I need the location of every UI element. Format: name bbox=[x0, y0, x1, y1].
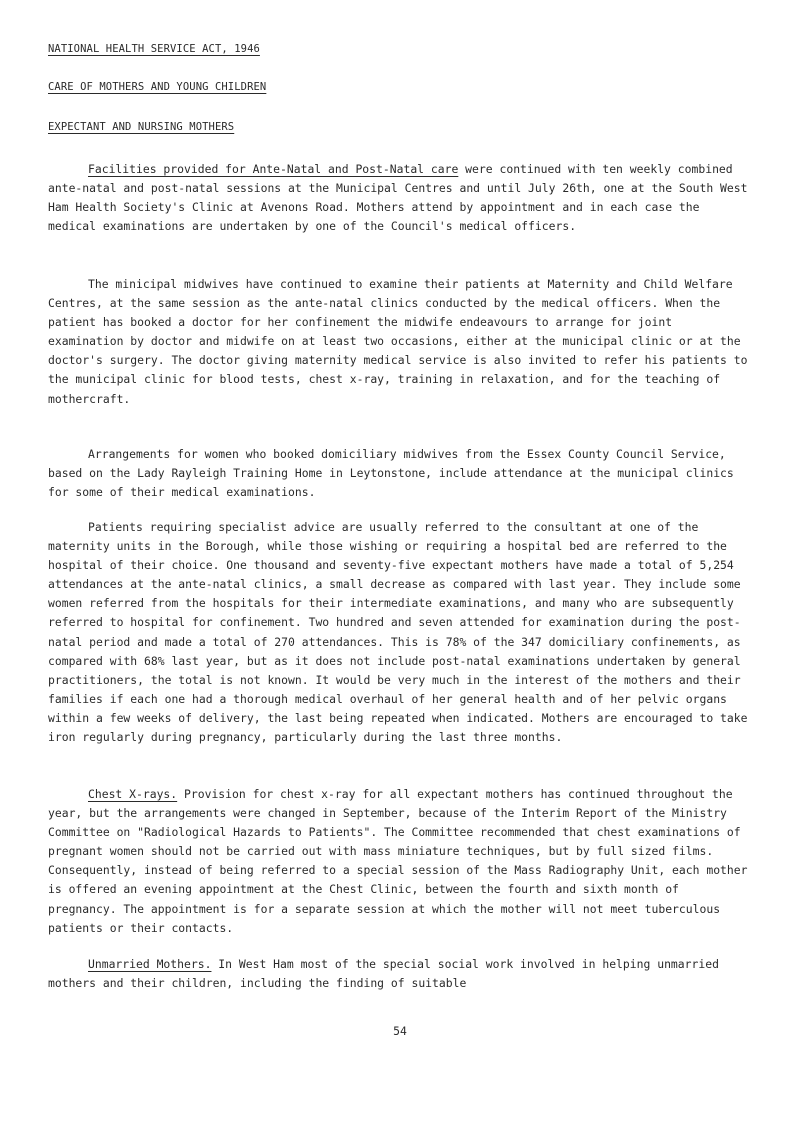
specialist-paragraph bbox=[48, 518, 748, 747]
unmarried-lead: Unmarried Mothers. bbox=[88, 957, 212, 971]
chest-lead: Chest X-rays. bbox=[88, 787, 178, 801]
arrangements-text: Arrangements for women who booked domiciliary midwives from the Essex County Council Service, based on the Lady Rayleigh Training Home in Leytonstone, include attendance at the municipal clinics for some of their medical examinations. bbox=[48, 447, 734, 500]
unmarried-text: In West Ham most of the special social work involved in helping unmarried mothers and their children, including the finding of suitable bbox=[48, 957, 719, 991]
arrangements-paragraph bbox=[48, 445, 748, 502]
facilities-paragraph bbox=[48, 160, 748, 236]
care-heading: CARE OF MOTHERS AND YOUNG CHILDREN bbox=[48, 81, 267, 93]
page-number: 54 bbox=[393, 1024, 407, 1038]
chest-paragraph bbox=[48, 785, 748, 938]
specialist-text: Patients requiring specialist advice are usually referred to the consultant at one of the maternity units in the Borough, while those wishing or requiring a hospital bed are referred to the hospital of their choice. One thousand and seventy-five expectant mothers have made a total of 5,254 attendances at the ante-natal clinics, a small decrease as compared with last year. They include some women referred from the hospitals for their intermediate examinations, and many who are subsequently referred to hospital for confinement. Two hundred and seven attended for examination during the post-natal period and made a total of 270 attendances. This is 78% of the 347 domiciliary confinements, as compared with 68% last year, but as it does not include post-natal examinations undertaken by general practitioners, the total is not known. It would be very much in the interest of the mothers and their families if each one had a thorough medical overhaul of her general health and of her pelvic organs within a few weeks of delivery, the last being repeated when indicated. Mothers are encouraged to take iron regularly during pregnancy, particularly during the last three months. bbox=[48, 520, 748, 745]
facilities-lead: Facilities provided for Ante-Natal and Post-Natal care bbox=[88, 162, 459, 176]
expectant-heading: EXPECTANT AND NURSING MOTHERS bbox=[48, 121, 235, 133]
unmarried-paragraph bbox=[48, 955, 748, 993]
act-heading: NATIONAL HEALTH SERVICE ACT, 1946 bbox=[48, 43, 260, 55]
midwives-text: The minicipal midwives have continued to examine their patients at Maternity and Child Welfare Centres, at the same session as the ante-natal clinics conducted by the medical officers. When the patient has booked a doctor for her confinement the midwife endeavours to arrange for joint examination by doctor and midwife on at least two occasions, either at the municipal clinic or at the doctor's surgery. The doctor giving maternity medical service is also invited to refer his patients to the municipal clinic for blood tests, chest x-ray, training in relaxation, and for the teaching of mothercraft. bbox=[48, 277, 748, 406]
midwives-paragraph bbox=[48, 275, 748, 409]
facilities-text: were continued with ten weekly combined ante-natal and post-natal sessions at the Municipal Centres and until July 26th, one at the South West Ham Health Society's Clinic at Avenons Road. Mothers attend by appointment and in each case the medical examinations are undertaken by one of the Council's medical officers. bbox=[48, 162, 748, 234]
chest-text: Provision for chest x-ray for all expectant mothers has continued throughout the year, but the arrangements were changed in September, because of the Interim Report of the Ministry Committee on "Radiological Hazards to Patients". The Committee recommended that chest examinations of pregnant women should not be carried out with mass miniature techniques, but by full sized films. Consequently, instead of being referred to a special session of the Mass Radiography Unit, each mother is offered an evening appointment at the Chest Clinic, between the fourth and sixth month of pregnancy. The appointment is for a separate session at which the mother will not meet tuberculous patients or their contacts. bbox=[48, 787, 748, 935]
